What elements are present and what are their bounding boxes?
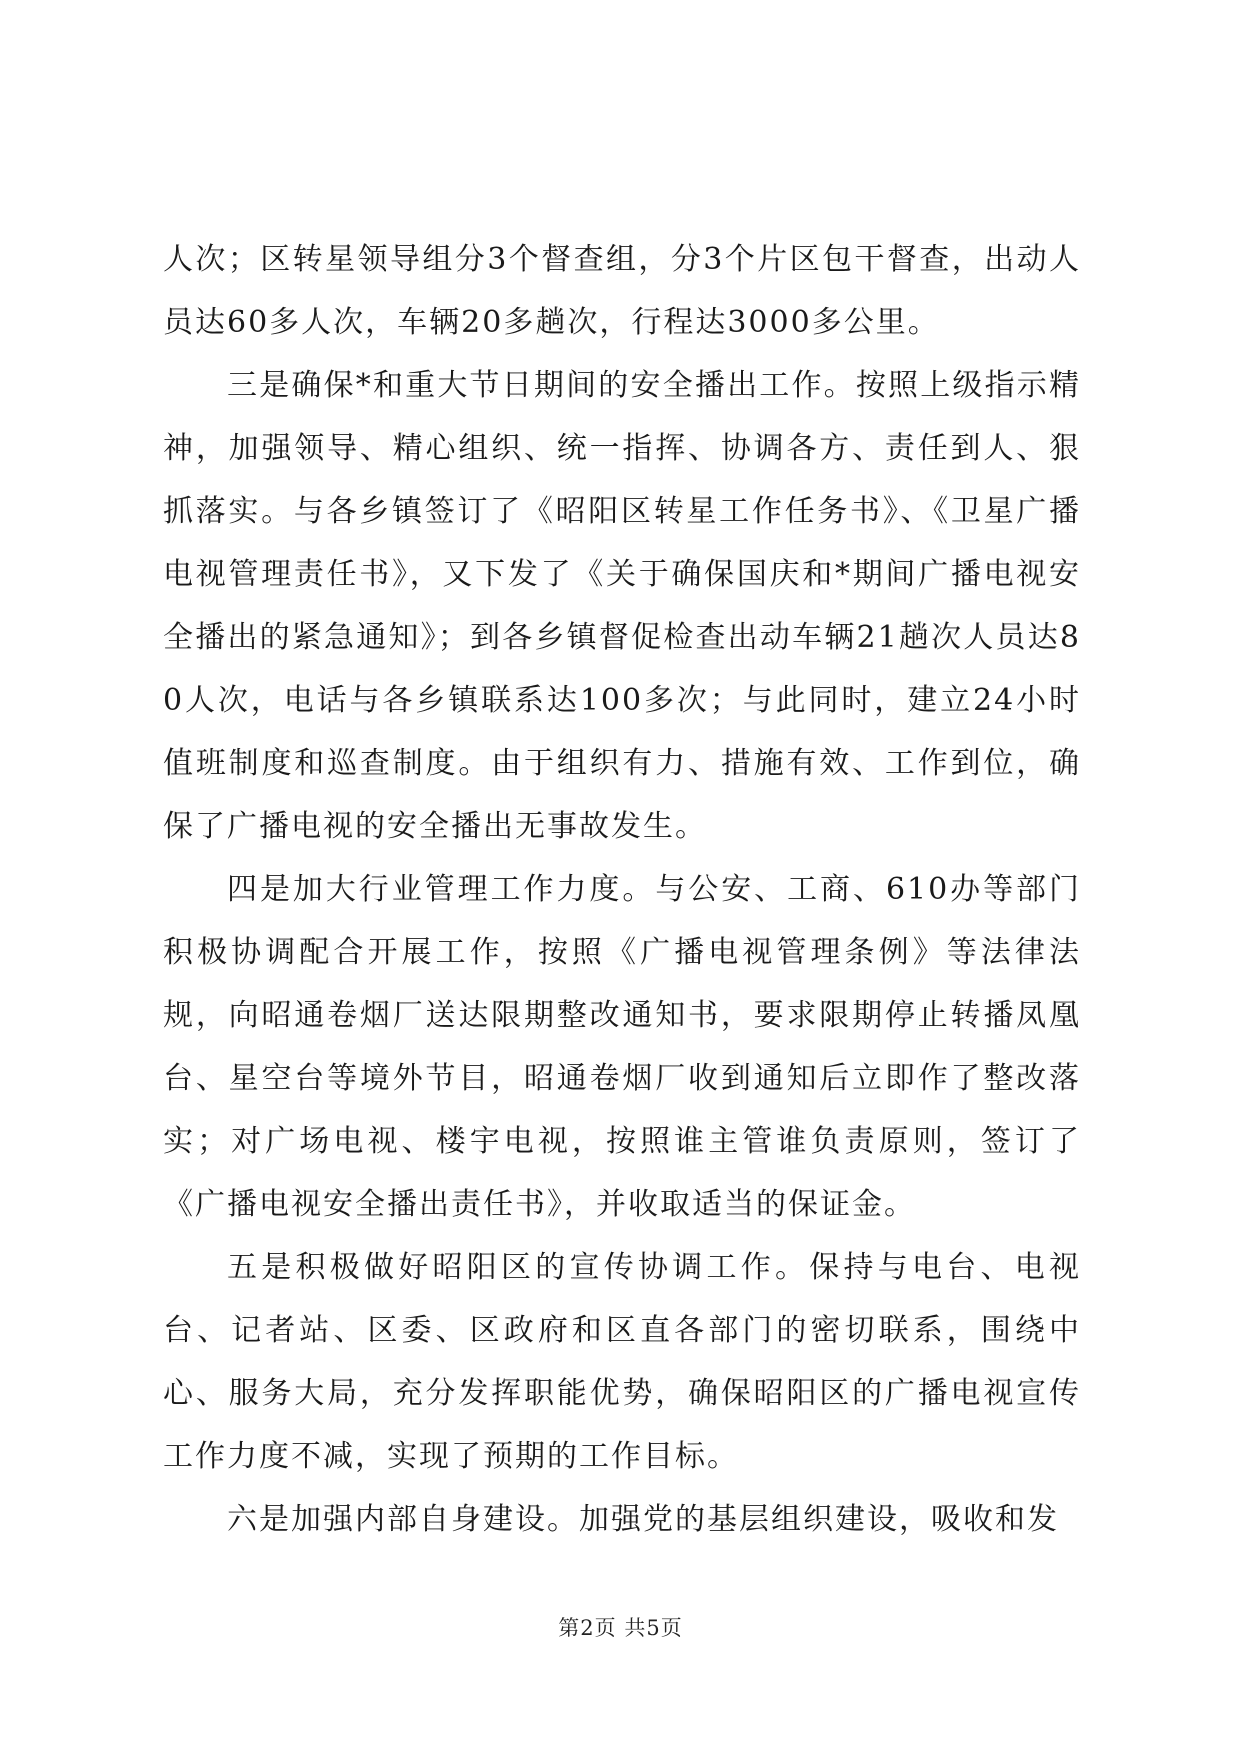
paragraph-item-5: 五是积极做好昭阳区的宣传协调工作。保持与电台、电视台、记者站、区委、区政府和区直各部门的密切联系，围绕中心、服务大局，充分发挥职能优势，确保昭阳区的广播电视宣传工作力度不减，实现了预期的工作目标。 (163, 1250, 1081, 1474)
paragraph-item-6: 六是加强内部自身建设。加强党的基层组织建设，吸收和发 (227, 1502, 1059, 1537)
paragraph-item-4: 四是加大行业管理工作力度。与公安、工商、610办等部门积极协调配合开展工作，按照《广播电视管理条例》等法律法规，向昭通卷烟厂送达限期整改通知书，要求限期停止转播凤凰台、星空台等境外节目，昭通卷烟厂收到通知后立即作了整改落实；对广场电视、楼宇电视，按照谁主管谁负责原则，签订了《广播电视安全播出责任书》，并收取适当的保证金。 (163, 872, 1081, 1222)
document-body (163, 228, 1081, 1551)
page-number-footer: 第2页 共5页 (558, 1616, 683, 1640)
paragraph-item-3: 三是确保*和重大节日期间的安全播出工作。按照上级指示精神，加强领导、精心组织、统一指挥、协调各方、责任到人、狠抓落实。与各乡镇签订了《昭阳区转星工作任务书》、《卫星广播电视管理责任书》，又下发了《关于确保国庆和*期间广播电视安全播出的紧急通知》；到各乡镇督促检查出动车辆21趟次人员达80人次，电话与各乡镇联系达100多次；与此同时，建立24小时值班制度和巡查制度。由于组织有力、措施有效、工作到位，确保了广播电视的安全播出无事故发生。 (163, 368, 1081, 844)
paragraph-continuation: 人次；区转星领导组分3个督查组，分3个片区包干督查，出动人员达60多人次，车辆20多趟次，行程达3000多公里。 (163, 242, 1081, 340)
